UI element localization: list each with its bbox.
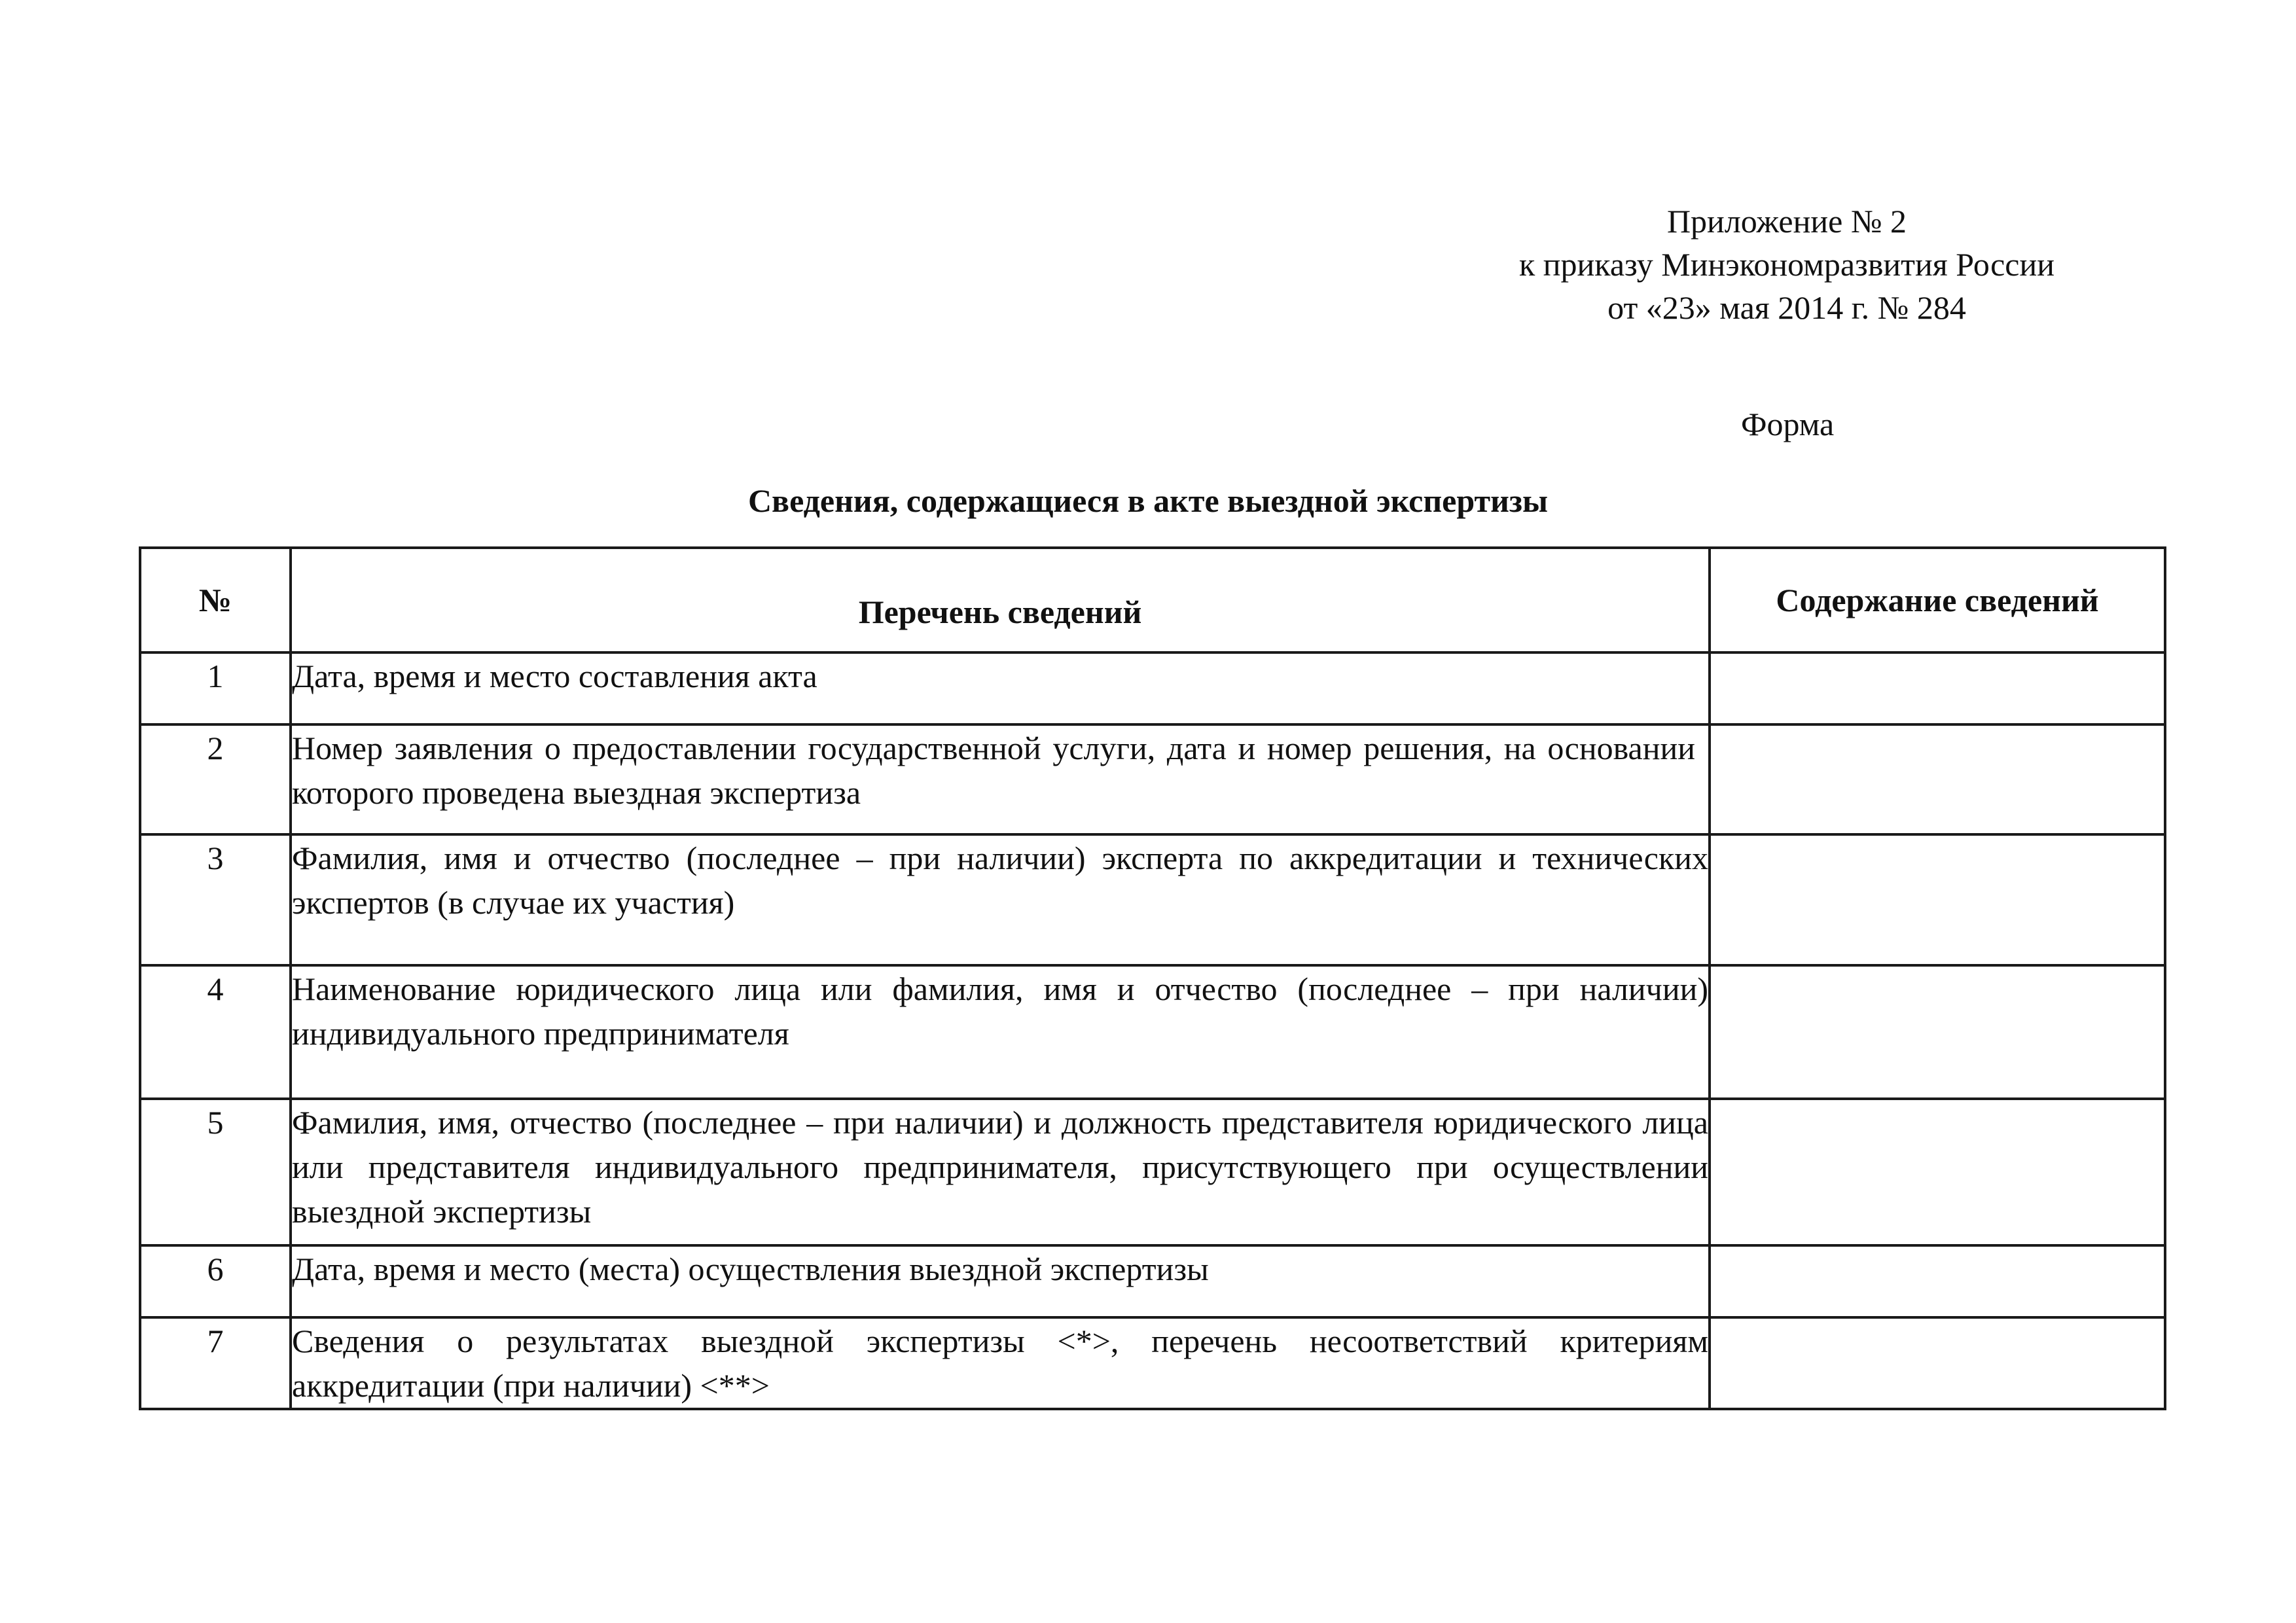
table-row <box>140 965 2165 1099</box>
table-row <box>140 1317 2165 1409</box>
row-text: Наименование юридического лица или фамилия, имя и отчество (последнее – при наличии) индивидуального предпринимателя <box>291 965 1710 1099</box>
order-reference: к приказу Минэкономразвития России <box>1519 246 2054 283</box>
appendix-number: Приложение № 2 <box>1666 203 1907 240</box>
table-row <box>140 724 2165 834</box>
information-table <box>139 546 2166 1410</box>
table-row <box>140 834 2165 965</box>
column-header-list: Перечень сведений <box>291 548 1710 652</box>
row-text: Номер заявления о предоставлении государственной услуги, дата и номер решения, на основании которого проведена выездная экспертиза <box>291 724 1710 834</box>
row-number: 2 <box>140 724 291 834</box>
row-text: Фамилия, имя и отчество (последнее – при наличии) эксперта по аккредитации и технических экспертов (в случае их участия) <box>291 834 1710 965</box>
row-content-cell[interactable] <box>1710 1317 2165 1409</box>
document-title: Сведения, содержащиеся в акте выездной экспертизы <box>747 482 1549 519</box>
appendix-header <box>1440 200 2134 329</box>
row-content-cell[interactable] <box>1710 1099 2165 1245</box>
row-content-cell[interactable] <box>1710 1245 2165 1317</box>
row-number: 1 <box>140 652 291 724</box>
row-text: Фамилия, имя, отчество (последнее – при наличии) и должность представителя юридического лица или представителя индивидуального предпринимателя, присутствующего при осуществлении выездной экспертизы <box>291 1099 1710 1245</box>
row-text: Сведения о результатах выездной экспертизы <*>, перечень несоответствий критериям аккредитации (при наличии) <**> <box>291 1317 1710 1409</box>
row-number: 6 <box>140 1245 291 1317</box>
table-row <box>140 1245 2165 1317</box>
table-row <box>140 1099 2165 1245</box>
row-number: 3 <box>140 834 291 965</box>
row-content-cell[interactable] <box>1710 652 2165 724</box>
row-content-cell[interactable] <box>1710 724 2165 834</box>
form-label: Форма <box>1741 406 1835 442</box>
row-text: Дата, время и место составления акта <box>291 652 1710 724</box>
table-row <box>140 652 2165 724</box>
table-header-row <box>140 548 2165 652</box>
column-header-number: № <box>140 548 291 652</box>
row-content-cell[interactable] <box>1710 834 2165 965</box>
row-content-cell[interactable] <box>1710 965 2165 1099</box>
row-number: 7 <box>140 1317 291 1409</box>
column-header-content: Содержание сведений <box>1710 548 2165 652</box>
row-number: 4 <box>140 965 291 1099</box>
row-number: 5 <box>140 1099 291 1245</box>
order-date: от «23» мая 2014 г. № 284 <box>1607 289 1966 326</box>
row-text: Дата, время и место (места) осуществления выездной экспертизы <box>291 1245 1710 1317</box>
